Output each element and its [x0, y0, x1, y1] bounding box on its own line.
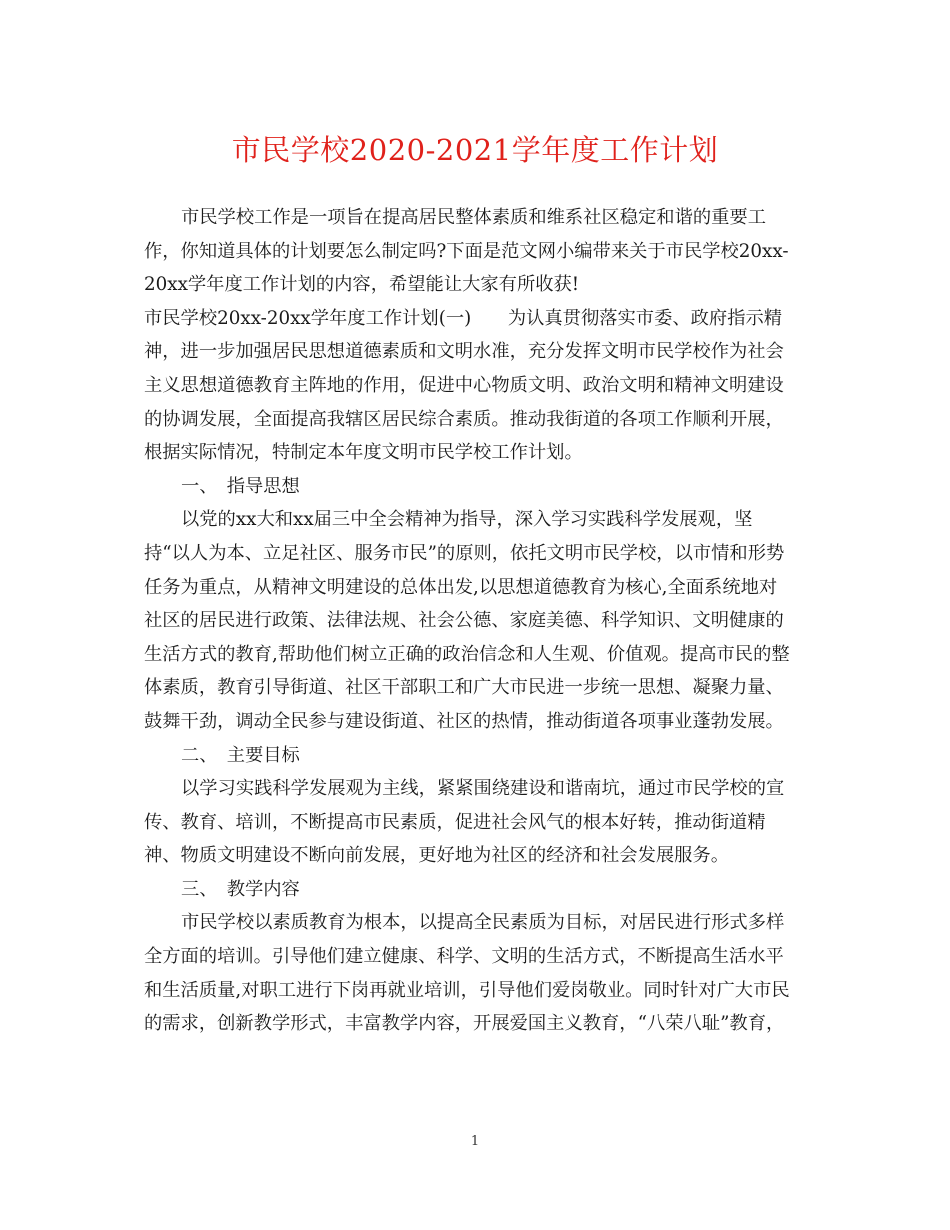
text-line: 持“以人为本、立足社区、服务市民”的原则，依托文明市民学校，以市情和形势 [144, 542, 785, 564]
page-number: 1 [470, 1134, 480, 1149]
text-line: 全方面的培训。引导他们建立健康、科学、文明的生活方式，不断提高生活水平 [144, 946, 784, 968]
text-line: 市民学校工作是一项旨在提高居民整体素质和维系社区稳定和谐的重要工 [181, 207, 766, 228]
text-line: 的需求，创新教学形式，丰富教学内容，开展爱国主义教育，“八荣八耻”教育， [144, 1013, 785, 1035]
text-line: 20xx学年度工作计划的内容，希望能让大家有所收获! [144, 274, 580, 296]
text-line: 神，进一步加强居民思想道德素质和文明水准，充分发挥文明市民学校作为社会 [144, 341, 784, 363]
text-line: 任务为重点，从精神文明建设的总体出发,以思想道德教育为核心,全面系统地对 [144, 576, 778, 598]
text-line: 作，你知道具体的计划要怎么制定吗?下面是范文网小编带来关于市民学校20xx- [144, 240, 789, 262]
text-line: 的协调发展，全面提高我辖区居民综合素质。推动我街道的各项工作顺利开展， [144, 408, 784, 430]
text-line: 以学习实践科学发展观为主线，紧紧围绕建设和谐南坑，通过市民学校的宣 [181, 778, 785, 800]
text-line: 一、 指导思想 [181, 475, 300, 497]
text-line: 三、 教学内容 [181, 878, 300, 900]
document-body [144, 201, 816, 1041]
text-line: 市民学校以素质教育为根本，以提高全民素质为目标，对居民进行形式多样 [181, 912, 785, 934]
text-line: 和生活质量,对职工进行下岗再就业培训，引导他们爱岗敬业。同时针对广大市民 [144, 979, 790, 1001]
text-line: 社区的居民进行政策、法律法规、社会公德、家庭美德、科学知识、文明健康的 [144, 610, 784, 632]
document-title: 市民学校2020-2021学年度工作计划 [231, 133, 719, 167]
text-line: 传、教育、培训，不断提高市民素质，促进社会风气的根本好转，推动街道精 [144, 811, 766, 833]
text-line: 市民学校20xx-20xx学年度工作计划(一) 为认真贯彻落实市委、政府指示精 [144, 307, 783, 329]
text-line: 根据实际情况，特制定本年度文明市民学校工作计划。 [144, 442, 583, 464]
text-line: 以党的xx大和xx届三中全会精神为指导，深入学习实践科学发展观，坚 [181, 509, 753, 531]
text-line: 神、物质文明建设不断向前发展，更好地为社区的经济和社会发展服务。 [144, 845, 729, 867]
text-line: 体素质，教育引导街道、社区干部职工和广大市民进一步统一思想、凝聚力量、 [144, 677, 784, 699]
text-line: 二、 主要目标 [181, 744, 300, 766]
text-line: 鼓舞干劲，调动全民参与建设街道、社区的热情，推动街道各项事业蓬勃发展。 [144, 710, 784, 732]
text-line: 主义思想道德教育主阵地的作用，促进中心物质文明、政治文明和精神文明建设 [144, 374, 784, 396]
text-line: 生活方式的教育,帮助他们树立正确的政治信念和人生观、价值观。提高市民的整 [144, 643, 790, 665]
